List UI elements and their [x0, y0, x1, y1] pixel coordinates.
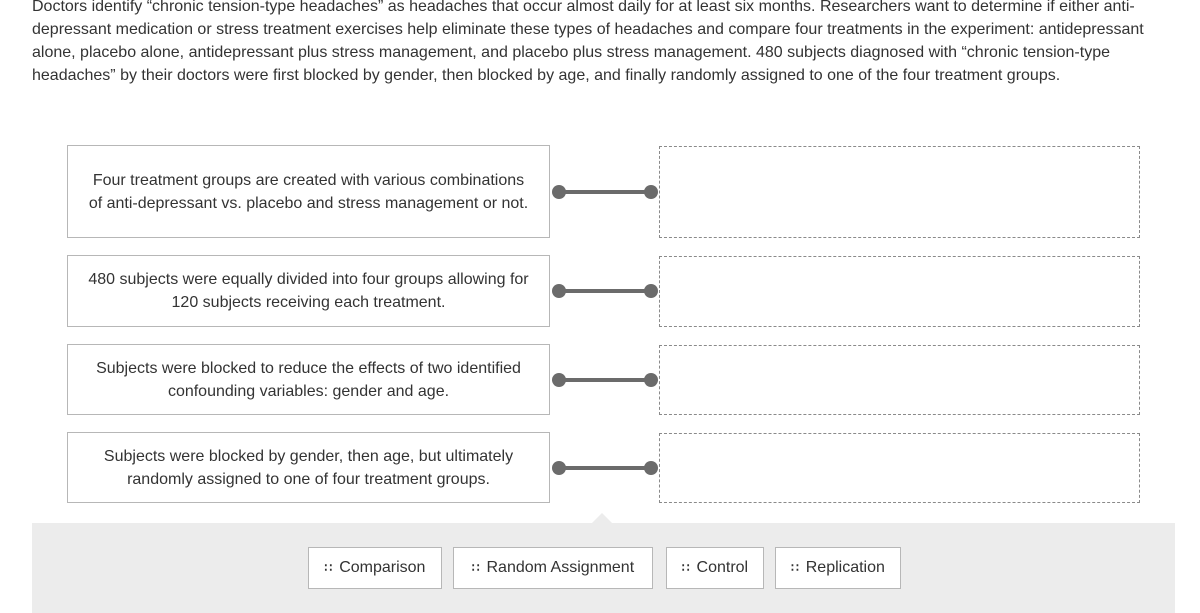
choice-label: Replication	[805, 559, 885, 576]
connector-line-2	[560, 289, 650, 293]
bank-pointer	[592, 513, 612, 523]
connector-dot-right-3	[644, 373, 658, 387]
choice-label: Random Assignment	[486, 559, 635, 576]
connector-line-4	[560, 466, 650, 470]
connector-1	[552, 185, 658, 199]
connector-dot-right-2	[644, 284, 658, 298]
connector-dot-right-4	[644, 461, 658, 475]
connector-dot-right-1	[644, 185, 658, 199]
connector-4	[552, 461, 658, 475]
drop-zone-4[interactable]	[659, 433, 1140, 503]
choice-comparison[interactable]	[308, 547, 442, 589]
choice-random-assignment[interactable]	[453, 547, 653, 589]
connector-line-3	[560, 378, 650, 382]
prompt-text-3: Subjects were blocked to reduce the effects of two identified confounding variables: gender and age.	[96, 359, 521, 400]
prompt-text-1: Four treatment groups are created with various combinations of anti-depressant vs. placebo and stress management or not.	[88, 171, 529, 212]
prompt-box-2	[67, 255, 550, 327]
drop-zone-1[interactable]	[659, 146, 1140, 238]
connector-3	[552, 373, 658, 387]
matching-area	[32, 126, 1175, 523]
matching-panel	[32, 126, 1175, 613]
question-text: Doctors identify “chronic tension-type headaches” as headaches that occur almost daily for at least six months. Researchers want to determine if either anti-depressant medication or stress treatment exercises help eliminate these types of headaches and compare four treatments in the experiment: antidepressant alone, placebo alone, antidepressant plus stress management, and placebo plus stress management. 480 subjects diagnosed with “chronic tension-type headaches” by their doctors were first blocked by gender, then blocked by age, and finally randomly assigned to one of the four treatment groups.	[32, 0, 1144, 84]
prompt-box-1	[67, 145, 550, 238]
choice-control[interactable]	[666, 547, 764, 589]
prompt-text-4: Subjects were blocked by gender, then age, but ultimately randomly assigned to one of four treatment groups.	[103, 447, 514, 488]
choice-label: Comparison	[339, 559, 426, 576]
drag-handle-icon: ∷	[791, 561, 798, 575]
drag-handle-icon: ∷	[471, 561, 479, 575]
drop-zone-3[interactable]	[659, 345, 1140, 415]
prompt-text-2: 480 subjects were equally divided into four groups allowing for 120 subjects receiving each treatment.	[88, 271, 529, 311]
choice-label: Control	[696, 559, 749, 576]
prompt-box-3	[67, 344, 550, 415]
choice-replication[interactable]	[775, 547, 901, 589]
drop-zone-2[interactable]	[659, 256, 1140, 327]
connector-2	[552, 284, 658, 298]
prompt-box-4	[67, 432, 550, 503]
drag-handle-icon: ∷	[324, 561, 332, 575]
drag-handle-icon: ∷	[681, 561, 689, 575]
connector-line-1	[560, 190, 650, 194]
